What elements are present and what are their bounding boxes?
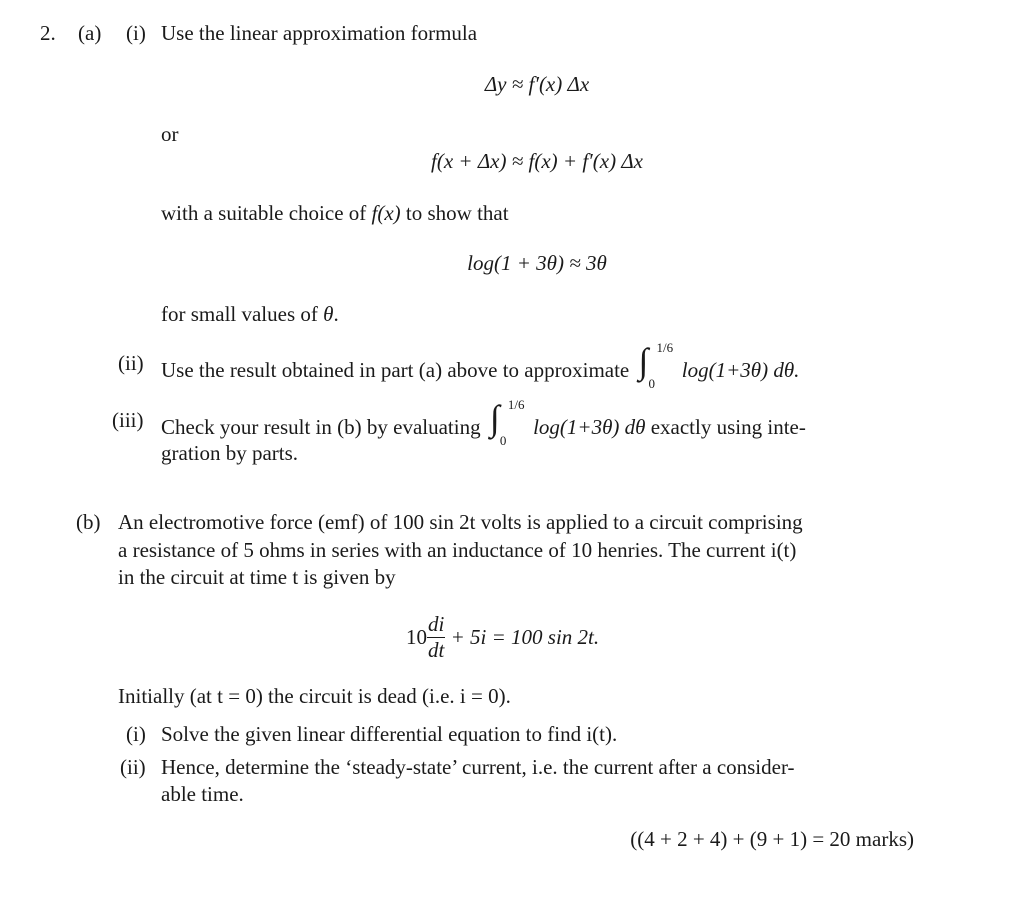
part-b-line2: a resistance of 5 ohms in series with an inductance of 10 henries. The current i(t): [118, 538, 797, 562]
tail-pre: for small values of: [161, 302, 324, 326]
part-a-i-tail: [161, 304, 339, 325]
differential-equation: [406, 614, 599, 661]
part-a-iii-line2: gration by parts.: [161, 441, 299, 465]
part-a-ii-label: (ii): [118, 351, 144, 375]
part-a-ii-text: [161, 340, 800, 391]
part-a-iii-text: [161, 397, 806, 448]
middle-fx: f(x): [371, 201, 401, 225]
integral-sign: [486, 397, 525, 448]
formula-linear-approx: Δy ≈ f′(x) Δx: [484, 72, 590, 96]
part-b-ii-line2: able time.: [161, 782, 244, 806]
part-b-initial: Initially (at t = 0) the circuit is dead (i.e. i = 0).: [118, 684, 511, 708]
part-a-iii-label: (iii): [112, 408, 144, 432]
part-b-ii-line1: Hence, determine the ‘steady-state’ current, i.e. the current after a consider-: [161, 755, 795, 779]
part-a-iii-post: exactly using inte-: [645, 415, 806, 439]
formula-expanded: f(x + Δx) ≈ f(x) + f′(x) Δx: [431, 149, 643, 173]
integral-lower-limit: 0: [648, 376, 656, 391]
part-b-label: (b): [76, 510, 101, 534]
part-a-iii-sentence: Check your result in (b) by evaluating: [161, 415, 481, 439]
integral-symbol: ∫: [638, 341, 649, 381]
part-b-i-label: (i): [126, 722, 146, 746]
or-text: or: [161, 122, 179, 146]
formula-log-approx: log(1 + 3θ) ≈ 3θ: [467, 251, 607, 275]
part-a-i-middle: [161, 203, 509, 224]
integral-symbol: ∫: [489, 398, 500, 438]
eq-fraction: [427, 614, 445, 661]
tail-theta: θ: [323, 302, 334, 326]
eq-numerator: di: [428, 612, 445, 636]
eq-coefficient: 10: [406, 625, 427, 649]
part-a-i-label: (i): [126, 21, 146, 45]
integral-upper-limit: 1/6: [656, 340, 674, 355]
integrand: log(1+3θ) dθ.: [681, 358, 800, 382]
marks-allocation: ((4 + 2 + 4) + (9 + 1) = 20 marks): [630, 827, 914, 851]
tail-post: .: [333, 302, 339, 326]
part-a-ii-sentence: Use the result obtained in part (a) above to approximate: [161, 358, 630, 382]
part-a-i-intro: Use the linear approximation formula: [161, 21, 478, 45]
part-b-i-text: Solve the given linear differential equation to find i(t).: [161, 722, 618, 746]
part-b-line1: An electromotive force (emf) of 100 sin 2t volts is applied to a circuit comprising: [118, 510, 803, 534]
integrand: log(1+3θ) dθ: [533, 415, 646, 439]
integral-lower-limit: 0: [499, 433, 507, 448]
question-number: 2.: [40, 21, 56, 45]
middle-post: to show that: [400, 201, 509, 225]
integral-upper-limit: 1/6: [507, 397, 525, 412]
part-a-label: (a): [78, 21, 102, 45]
part-b-ii-label: (ii): [120, 755, 146, 779]
eq-rest: + 5i = 100 sin 2t.: [450, 625, 600, 649]
eq-denominator: dt: [428, 638, 445, 662]
integral-sign: [635, 340, 674, 391]
part-b-line3: in the circuit at time t is given by: [118, 565, 396, 589]
middle-pre: with a suitable choice of: [161, 201, 372, 225]
